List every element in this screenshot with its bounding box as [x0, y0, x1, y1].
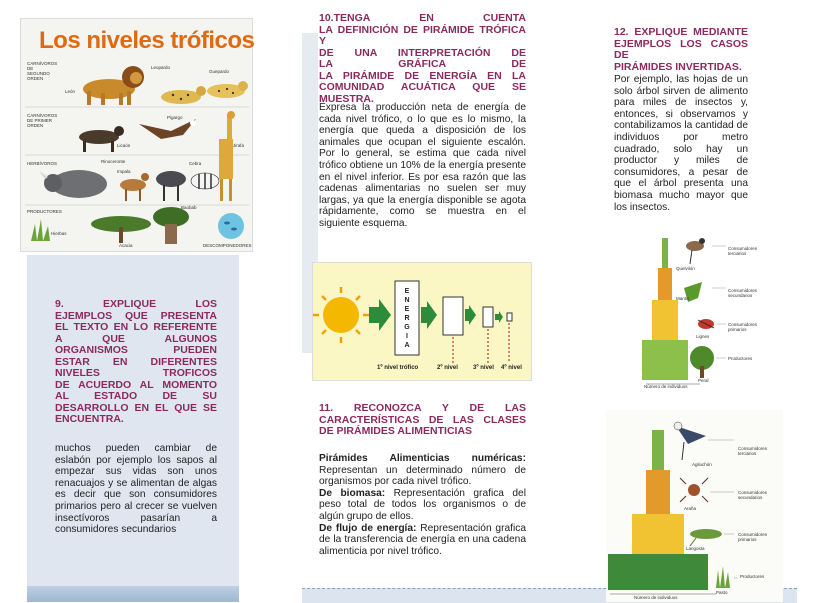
rhino-figure — [39, 170, 107, 198]
p2-organism: Pasto — [716, 590, 728, 595]
q10-line-last: MUESTRA. — [319, 92, 374, 105]
pyramid-bar — [658, 268, 672, 300]
pyramid-type-text: Representación grafica del peso total de todos los organismos o de algún grupo de ellos. — [319, 487, 526, 522]
giraffe-figure — [219, 111, 235, 201]
p1-organism: Quelvilón — [676, 266, 695, 271]
question-10-answer: Expresa la producción neta de energía de cada nivel trófico, o lo que es lo mismo, la energía que queda a disposición de los animales que ocupan el siguiente escalón. Por lo general, se estima que cada nivel trófico obtiene un 10% de la energía presente en el nivel inferior. Es por esa razón que las cadenas alimentarias no suelen ser muy largas, ya que la energía disponible se agota rápidamente, como se muestra en el siguiente esquema. — [319, 102, 526, 229]
p1-organism: Lignes — [696, 334, 710, 339]
q11-line: CARACTERÍSTICAS DE LAS CLASES — [319, 413, 526, 426]
p2-organism: Langosta — [686, 546, 705, 551]
q12-line: 12. EXPLIQUE MEDIANTE — [614, 26, 748, 38]
numeric-pyramid-figure-1 — [640, 228, 780, 390]
q9-line: EL TEXTO EN LO REFERENTE — [55, 321, 217, 333]
level-2-label: 2º nivel — [437, 365, 458, 371]
pyramid-type-term: De biomasa: — [319, 487, 386, 499]
q12-line: EJEMPLOS LOS CASOS DE — [614, 37, 748, 61]
label-carnivoros-2: CARNÍVOROS DE SEGUNDO ORDEN — [27, 61, 58, 81]
label-guepardo: Guepardo — [209, 69, 230, 74]
pyramid-bar — [662, 238, 668, 268]
p1-label-secundarios: Consumidores secundarios — [728, 288, 758, 298]
energy-pyramid-diagram — [312, 262, 532, 381]
pyramid-type-item — [319, 523, 526, 558]
niveles-troficos-illustration — [20, 18, 253, 252]
zebra-figure — [191, 173, 219, 189]
grass-icon — [716, 566, 730, 588]
sun-icon — [313, 287, 369, 343]
q9-line: AL ESTADO DE SU — [55, 390, 217, 402]
leopard-figure — [161, 86, 206, 104]
p1-label-productores: Productores — [728, 356, 753, 361]
energia-letter: R — [404, 315, 410, 322]
pyramid-bar — [632, 514, 684, 554]
q10-line: LA PIRÁMIDE DE ENERGÍA EN LA — [319, 69, 526, 82]
label-leon: León — [65, 89, 76, 94]
level-4-label: 4º nivel — [501, 365, 522, 371]
label-licaon: Licaón — [117, 143, 131, 148]
p2-organism: Agiluchón — [692, 462, 712, 467]
q10-line: LA GRÁFICA DE — [319, 58, 526, 70]
cheetah-figure — [207, 81, 248, 98]
question-9-answer: muchos pueden cambiar de eslabón por ejemplo los sapos al empezar sus vidas son unos renacuajos y se alimentan de algas es decir que son consumidores primarios pero al crecer se vuelven insectívoros pasarían a consumidores secundarios — [55, 443, 217, 536]
baobab-figure — [153, 207, 189, 244]
pyramid-type-term: Pirámides Alimenticias numéricas: — [319, 453, 526, 464]
illustration-title: Los niveles tróficos — [39, 27, 255, 54]
label-leopardo: Leopardo — [151, 65, 171, 70]
p2-label-secundarios: Consumidores secundarios — [738, 490, 768, 500]
p1-organism: Mantis — [676, 296, 690, 301]
bug-icon — [698, 319, 714, 329]
energia-letters — [395, 287, 419, 350]
pyramid-bar — [652, 430, 664, 470]
question-11-answer — [319, 453, 526, 557]
grass-figure — [31, 219, 50, 241]
pyramid-type-text: Representan un determinado número de organismos por cada nivel trófico. — [319, 464, 526, 488]
energia-letter: N — [404, 297, 410, 304]
p1-organism: Peral — [698, 378, 709, 383]
p2-organism: Araña — [684, 506, 697, 511]
question-10-heading — [319, 13, 526, 105]
q12-line-last: PIRÁMIDES INVERTIDAS. — [614, 60, 742, 73]
p2-label-individuos: Número de individuos — [634, 595, 678, 600]
pyramid-type-term: De flujo de energía: — [319, 522, 417, 534]
level-4-box — [507, 313, 512, 321]
q9-line: 9. EXPLIQUE LOS — [55, 298, 217, 310]
pyramid-bar — [642, 340, 688, 380]
question-9-heading — [55, 299, 217, 426]
energia-letter: E — [404, 306, 410, 313]
energy-flow-drawing — [313, 263, 531, 380]
label-productores: PRODUCTORES — [27, 209, 62, 214]
trophic-levels-drawing — [21, 19, 255, 251]
q10-line: 10.TENGA EN CUENTA — [319, 12, 526, 24]
bird-icon — [686, 238, 705, 264]
pyramid-bar — [608, 554, 708, 590]
pyramid-type-text: Representación grafica de la transferencia de energía en una cadena alimenticia por nivel trófico. — [319, 522, 526, 557]
q9-line: EJEMPLOS QUE PRESENTA — [55, 309, 217, 322]
label-carnivoros-1: CARNÍVOROS DE PRIMER ORDEN — [27, 113, 58, 128]
energia-letter: I — [406, 333, 408, 340]
q11-line: 11. RECONOZCA Y DE LAS — [319, 402, 526, 414]
label-cebra: Cebra — [189, 161, 202, 166]
tree-icon — [690, 346, 714, 378]
label-pigargo: Pigargo — [167, 115, 183, 120]
q9-line: ORGANISMOS PUEDEN — [55, 344, 217, 356]
energy-arrow — [465, 305, 476, 325]
q10-line: LA DEFINICIÓN DE PIRÁMIDE TRÓFICA Y — [319, 23, 526, 47]
label-rinoceronte: Rinoceronte — [101, 159, 126, 164]
pyramid-type-item — [319, 453, 526, 488]
label-impala: Impala — [117, 169, 131, 174]
acacia-figure — [91, 216, 151, 243]
q10-line: DE UNA INTERPRETACIÓN DE — [319, 46, 526, 59]
grasshopper-icon — [690, 529, 722, 546]
level-1-label: 1º nivel trófico — [377, 365, 419, 371]
energia-letter: A — [404, 342, 410, 349]
q9-line: A QUE ALGUNOS — [55, 332, 217, 345]
energy-arrow — [369, 299, 391, 331]
level-3-label: 3º nivel — [473, 365, 494, 371]
p2-label-primarios: Consumidores primarios — [738, 532, 768, 542]
label-baobab: Baobab — [181, 205, 197, 210]
label-jirafa: Jirafa — [233, 143, 245, 148]
question-11-heading — [319, 403, 526, 438]
q10-line: COMUNIDAD ACUÁTICA QUE SE — [319, 81, 526, 93]
question-12-heading — [614, 27, 748, 73]
energia-letter: E — [404, 288, 410, 295]
wild-dog-figure — [79, 126, 124, 152]
pyramid-bar — [646, 470, 670, 514]
label-acacia: Acacia — [119, 243, 133, 248]
q9-line: DE ACUERDO AL MOMENTO — [55, 378, 217, 391]
numeric-pyramid-figure-2 — [606, 410, 783, 602]
q9-line: DESARROLLO EN EL QUE SE — [55, 401, 217, 414]
q9-line: ESTAR EN DIFERENTES — [55, 355, 217, 368]
label-descomponedores: DESCOMPONEDORES — [203, 243, 252, 248]
energy-arrow — [421, 301, 437, 329]
p1-label-terciarios: Consumidores terciarios — [728, 246, 758, 256]
label-hierbas: Hierbas — [51, 231, 67, 236]
bird-icon — [674, 422, 706, 460]
level-3-box — [483, 307, 493, 327]
wildebeest-figure — [156, 171, 186, 201]
impala-figure — [120, 173, 149, 201]
decomposers-figure — [218, 213, 244, 239]
p2-label-productores: Productores — [740, 574, 765, 579]
label-herbivoros: HERBÍVOROS — [27, 161, 58, 166]
q9-line-last: ENCUENTRA. — [55, 413, 124, 425]
p1-label-individuos: Número de individuos — [644, 384, 688, 389]
energy-arrow — [495, 311, 503, 323]
pyramid-bar — [652, 300, 678, 340]
question-12-answer: Por ejemplo, las hojas de un solo árbol sirven de alimento para miles de insectos y, entonces, si observamos y contabilizamos la cantidad de individuos por metro cuadrado, solo hay un productor y miles de consumidores, a pesar de que el árbol presenta una biomasa mucho mayor que los insectos. — [614, 74, 748, 213]
p2-label-terciarios: Consumidores terciarios — [738, 446, 768, 456]
spider-icon — [680, 478, 708, 502]
p1-label-primarios: Consumidores primarios — [728, 322, 758, 332]
left-bottom-strip — [27, 586, 239, 602]
pyramid-type-item — [319, 488, 526, 523]
q11-line-last: DE PIRÁMIDES ALIMENTICIAS — [319, 425, 473, 437]
q9-line: NIVELES TROFICOS — [55, 367, 217, 379]
level-2-box — [443, 297, 463, 335]
lion-figure — [83, 66, 144, 105]
eagle-figure — [139, 119, 196, 139]
energia-letter: G — [404, 324, 410, 331]
